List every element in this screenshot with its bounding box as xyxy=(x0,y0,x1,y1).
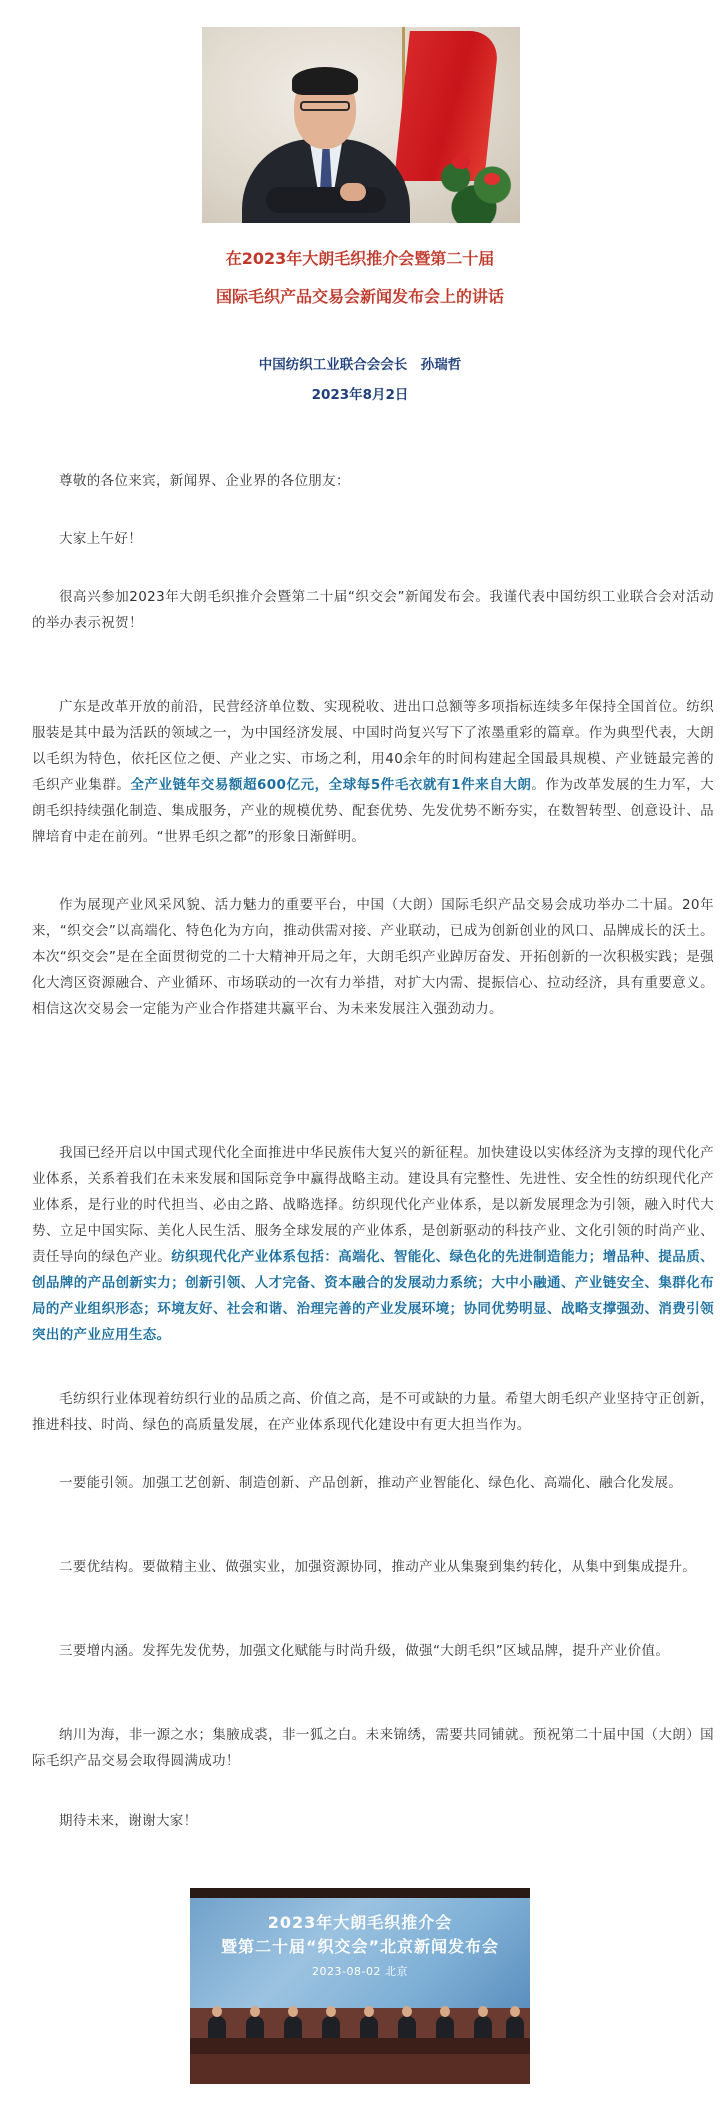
highlight-industry-system: 纺织现代化产业体系包括：高端化、智能化、绿色化的先进制造能力；增品种、提品质、创品牌的产品创新实力；创新引领、人才完备、资本融合的发展动力系统；大中小融通、产业链安全、集群化布局的产业组织形态；环境友好、社会和谐、治理完善的产业发展环境；协同优势明显、战略支撑强劲、消费引领突出的产业应用生态。 xyxy=(32,1249,714,1343)
paragraph-wool-industry: 毛纺织行业体现着纺织行业的品质之高、价值之高，是不可或缺的力量。希望大朗毛织产业坚持守正创新，推进科技、时尚、绿色的高质量发展，在产业体系现代化建设中有更大担当作为。 xyxy=(32,1391,714,1433)
paragraph-thanks: 期待未来，谢谢大家！ xyxy=(59,1813,198,1829)
article-title-line1: 在2023年大朗毛织推介会暨第二十届 xyxy=(225,249,495,268)
paragraph-closing-wish: 纳川为海，非一源之水；集腋成裘，非一狐之白。未来锦绣，需要共同铺就。预祝第二十届中国（大朗）国际毛织产品交易会取得圆满成功！ xyxy=(32,1727,714,1769)
paragraph-modern-industry: 我国已经开启以中国式现代化全面推进中华民族伟大复兴的新征程。加快建设以实体经济为支撑的现代化产业体系，关系着我们在未来发展和国际竞争中赢得战略主动。建设具有完整性、先进性、安全性的纺织现代化产业体系，是行业的时代担当、必由之路、战略选择。纺织现代化产业体系，是以新发展理念为引领，融入时代大势、立足中国实际、美化人民生活、服务全球发展的产业体系，是创新驱动的科技产业、文化引领的时尚产业、责任导向的绿色产业。纺织现代化产业体系包括：高端化、智能化、绿色化的先进制造能力；增品种、提品质、创品牌的产品创新实力；创新引领、人才完备、资本融合的发展动力系统；大中小融通、产业链安全、集群化布局的产业组织形态；环境友好、社会和谐、治理完善的产业发展环境；协同优势明显、战略支撑强劲、消费引领突出的产业应用生态。 xyxy=(32,1145,714,1343)
greeting: 大家上午好！ xyxy=(59,531,143,547)
paragraph-trade-fair: 作为展现产业风采风貌、活力魅力的重要平台，中国（大朗）国际毛织产品交易会成功举办二十届。20年来，“织交会”以高端化、特色化为方向，推动供需对接、产业联动，已成为创新创业的风口、品牌成长的沃土。本次“织交会”是在全面贯彻党的二十大精神开局之年，大朗毛织产业踔厉奋发、开拓创新的一次积极实践；是强化大湾区资源融合、产业循环、市场联动的一次有力举措，对扩大内需、提振信心、拉动经济，具有重要意义。相信这次交易会一定能为产业合作搭建共赢平台、为未来发展注入强劲动力。 xyxy=(32,897,714,1017)
author-byline: 中国纺织工业联合会会长 孙瑞哲 xyxy=(258,357,462,373)
highlight-trade-volume: 全产业链年交易额超600亿元，全球每5件毛衣就有1件来自大朗 xyxy=(130,777,532,793)
article-title-line2: 国际毛织产品交易会新闻发布会上的讲话 xyxy=(215,287,504,306)
paragraph-guangdong: 广东是改革开放的前沿，民营经济单位数、实现税收、进出口总额等多项指标连续多年保持全国首位。纺织服装是其中最为活跃的领域之一，为中国经济发展、中国时尚复兴写下了浓墨重彩的篇章。作为典型代表，大朗以毛织为特色，依托区位之便、产业之实、市场之利，用40余年的时间构建起全国最具规模、产业链最完善的毛织产业集群。全产业链年交易额超600亿元，全球每5件毛衣就有1件来自大朗。作为改革发展的生力军，大朗毛织持续强化制造、集成服务，产业的规模优势、配套优势、先发优势不断夯实，在数智转型、创意设计、品牌培育中走在前列。“世界毛织之都”的形象日渐鲜明。 xyxy=(32,699,714,845)
paragraph-point-three: 三要增内涵。发挥先发优势，加强文化赋能与时尚升级，做强“大朗毛织”区域品牌，提升产业价值。 xyxy=(59,1643,670,1659)
banner-date: 2023-08-02 北京 xyxy=(312,1965,408,1978)
press-conference-photo xyxy=(190,1888,530,2084)
paragraph-congratulations: 很高兴参加2023年大朗毛织推介会暨第二十届“织交会”新闻发布会。我谨代表中国纺织工业联合会对活动的举办表示祝贺！ xyxy=(32,589,714,631)
speech-date: 2023年8月2日 xyxy=(311,387,409,403)
salutation: 尊敬的各位来宾，新闻界、企业界的各位朋友： xyxy=(59,473,350,489)
speaker-photo xyxy=(202,27,520,223)
banner-line1: 2023年大朗毛织推介会 xyxy=(267,1913,453,1932)
paragraph-point-one: 一要能引领。加强工艺创新、制造创新、产品创新，推动产业智能化、绿色化、高端化、融合化发展。 xyxy=(59,1475,683,1491)
banner-line2: 暨第二十届“织交会”北京新闻发布会 xyxy=(220,1937,500,1956)
paragraph-point-two: 二要优结构。要做精主业、做强实业，加强资源协同，推动产业从集聚到集约转化，从集中到集成提升。 xyxy=(59,1559,697,1575)
